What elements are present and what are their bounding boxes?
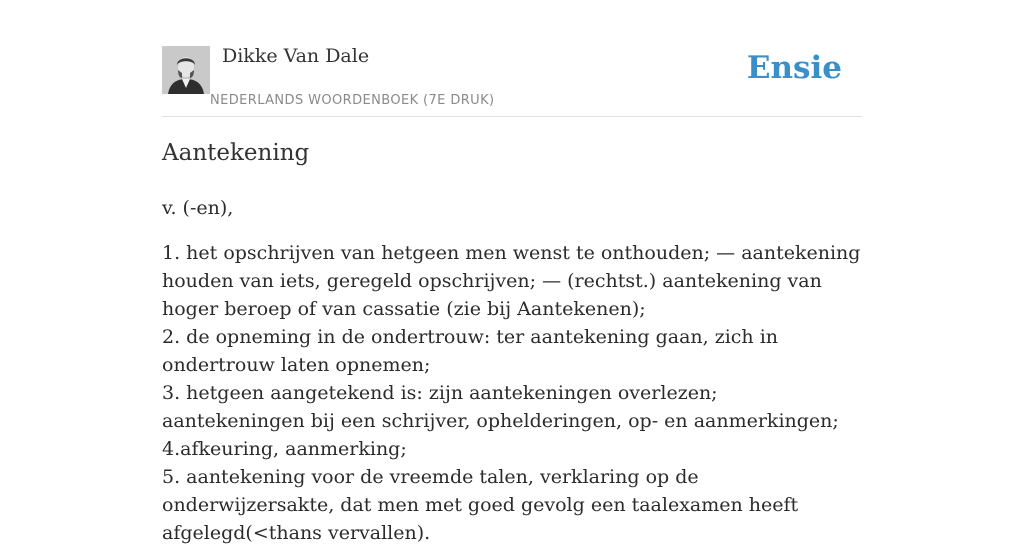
source-label: NEDERLANDS WOORDENBOEK (7E DRUK)	[210, 93, 495, 108]
definition-item: 3. hetgeen aangetekend is: zijn aantekeningen overlezen; aantekeningen bij een schrijver, ophelderingen, op- en aanmerkingen;	[162, 382, 839, 432]
definition-item: 5. aantekening voor de vreemde talen, verklaring op de onderwijzersakte, dat men met goed gevolg een taalexamen heeft afgelegd(<thans vervallen).	[162, 466, 799, 544]
definition-item: 1. het opschrijven van hetgeen men wenst te onthouden; — aantekening houden van iets, geregeld opschrijven; — (rechtst.) aantekening van hoger beroep of van cassatie (zie bij Aantekenen);	[162, 242, 861, 320]
brand-logo[interactable]: Ensie	[746, 50, 842, 86]
definition-list	[162, 239, 866, 547]
header	[162, 0, 862, 117]
author-name[interactable]: Dikke Van Dale	[222, 45, 370, 67]
portrait-image	[162, 46, 210, 94]
author-avatar[interactable]	[162, 46, 210, 94]
definition-item: 4.afkeuring, aanmerking;	[162, 438, 407, 460]
grammar-info: v. (-en),	[162, 197, 234, 219]
entry-title: Aantekening	[162, 140, 310, 166]
definition-item: 2. de opneming in de ondertrouw: ter aantekening gaan, zich in ondertrouw laten opnemen;	[162, 326, 779, 376]
page-container	[162, 0, 862, 544]
